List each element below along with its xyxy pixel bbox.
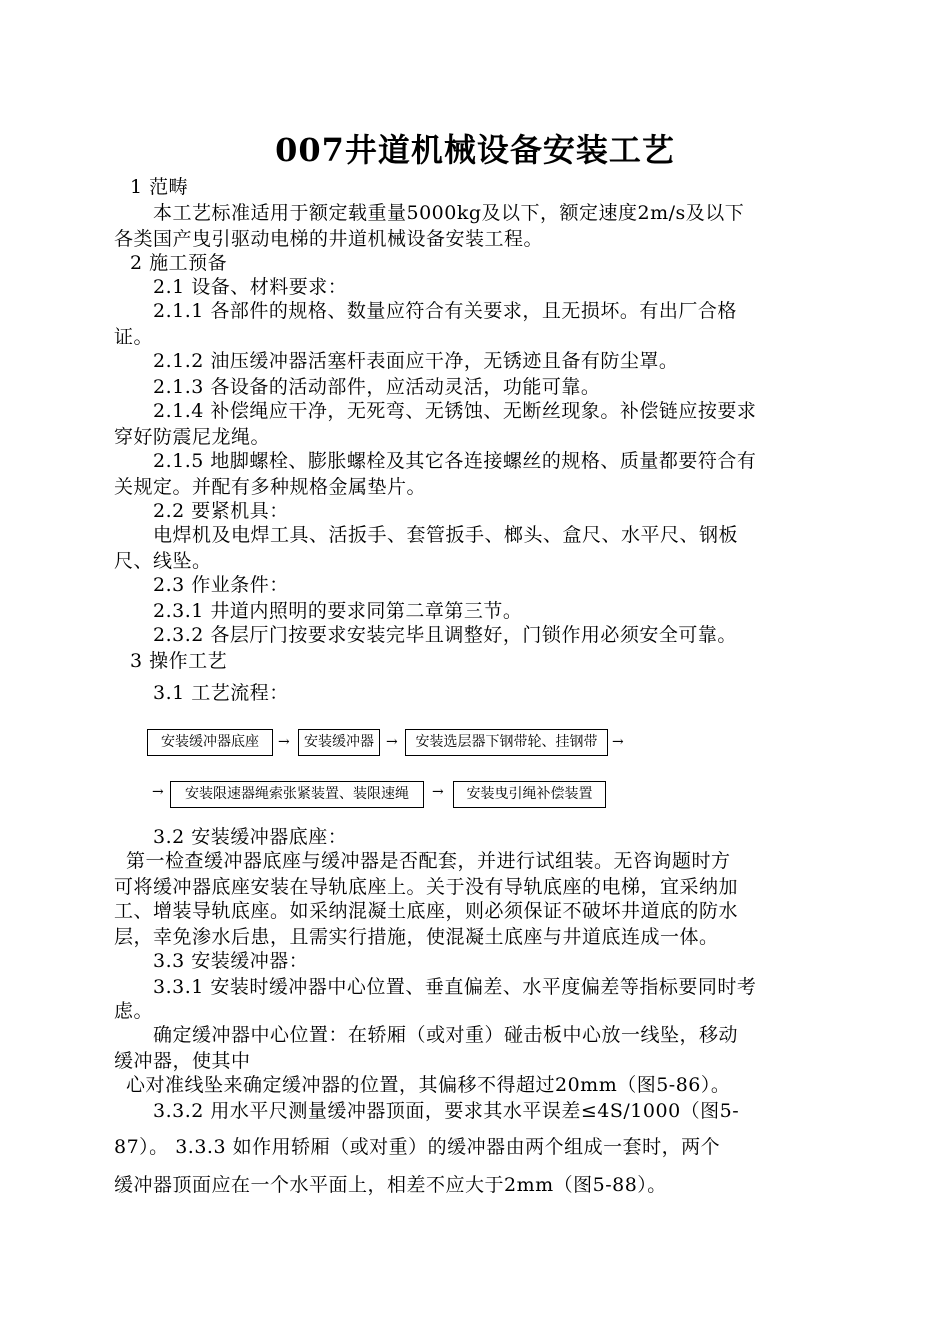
paragraph-line: 尺、线坠。 (114, 550, 212, 572)
section-heading: 2 施工预备 (130, 252, 228, 274)
paragraph-line: 3.3.2 用水平尺测量缓冲器顶面，要求其水平误差≤4S/1000（图5- (153, 1100, 740, 1122)
subsection-heading: 2.2 要紧机具： (153, 500, 289, 522)
flow-box-install-selector-steel-band: 安装选层器下钢带轮、挂钢带 (405, 729, 608, 756)
paragraph-line: 2.1.4 补偿绳应干净，无死弯、无锈蚀、无断丝现象。补偿链应按要求 (153, 400, 757, 422)
paragraph-line: 虑。 (114, 1000, 154, 1022)
flow-arrow: → (386, 734, 398, 750)
paragraph-line: 确定缓冲器中心位置：在轿厢（或对重）碰击板中心放一线坠，移动 (153, 1024, 739, 1046)
flow-box-install-buffer: 安装缓冲器 (298, 729, 380, 756)
paragraph-line: 缓冲器，使其中 (114, 1050, 251, 1072)
paragraph-line: 缓冲器顶面应在一个水平面上，相差不应大于2mm（图5-88）。 (114, 1174, 667, 1196)
paragraph-line: 本工艺标准适用于额定载重量5000kg及以下，额定速度2m/s及以下 (153, 202, 745, 224)
flow-arrow: → (612, 734, 624, 750)
flow-arrow: → (278, 734, 290, 750)
subsection-heading: 3.3 安装缓冲器： (153, 950, 309, 972)
section-heading: 1 范畴 (130, 176, 189, 198)
paragraph-line: 心对准线坠来确定缓冲器的位置，其偏移不得超过20mm（图5-86）。 (126, 1074, 731, 1096)
paragraph-line: 工、增装导轨底座。如采纳混凝土底座，则必须保证不破坏井道底的防水 (114, 900, 739, 922)
subsection-heading: 2.1 设备、材料要求： (153, 276, 348, 298)
paragraph-line: 3.3.1 安装时缓冲器中心位置、垂直偏差、水平度偏差等指标要同时考 (153, 976, 757, 998)
paragraph-line: 2.1.5 地脚螺栓、膨胀螺栓及其它各连接螺丝的规格、质量都要符合有 (153, 450, 757, 472)
paragraph-line: 关规定。并配有多种规格金属垫片。 (114, 476, 427, 498)
paragraph-line: 2.1.2 油压缓冲器活塞杆表面应干净，无锈迹且备有防尘罩。 (153, 350, 679, 372)
paragraph-line: 可将缓冲器底座安装在导轨底座上。关于没有导轨底座的电梯，宜采纳加 (114, 876, 739, 898)
paragraph-line: 2.3.2 各层厅门按要求安装完毕且调整好，门锁作用必须安全可靠。 (153, 624, 737, 646)
flow-box-install-governor-tension: 安装限速器绳索张紧装置、装限速绳 (170, 781, 424, 808)
document-title: 007井道机械设备安装工艺 (275, 131, 675, 169)
subsection-heading: 2.3 作业条件： (153, 574, 289, 596)
paragraph-line: 第一检查缓冲器底座与缓冲器是否配套，并进行试组装。无咨询题时方 (126, 850, 731, 872)
flow-arrow: → (152, 784, 164, 800)
paragraph-line: 2.3.1 井道内照明的要求同第二章第三节。 (153, 600, 523, 622)
flow-box-install-compensation: 安装曳引绳补偿装置 (453, 781, 606, 808)
paragraph-line: 2.1.3 各设备的活动部件，应活动灵活，功能可靠。 (153, 376, 601, 398)
paragraph-line: 2.1.1 各部件的规格、数量应符合有关要求，且无损坏。有出厂合格 (153, 300, 737, 322)
paragraph-line: 证。 (114, 326, 154, 348)
paragraph-line: 电焊机及电焊工具、活扳手、套管扳手、榔头、盒尺、水平尺、钢板 (153, 524, 739, 546)
paragraph-line: 各类国产曳引驱动电梯的井道机械设备安装工程。 (114, 228, 544, 250)
subsection-heading: 3.1 工艺流程： (153, 682, 289, 704)
paragraph-line: 层，幸免渗水后患，且需实行措施，使混凝土底座与井道底连成一体。 (114, 926, 719, 948)
section-heading: 3 操作工艺 (130, 650, 228, 672)
flow-box-install-buffer-base: 安装缓冲器底座 (147, 729, 273, 756)
flow-arrow: → (432, 784, 444, 800)
paragraph-line: 穿好防震尼龙绳。 (114, 426, 271, 448)
subsection-heading: 3.2 安装缓冲器底座： (153, 826, 348, 848)
paragraph-line: 87）。 3.3.3 如作用轿厢（或对重）的缓冲器由两个组成一套时，两个 (114, 1136, 721, 1158)
